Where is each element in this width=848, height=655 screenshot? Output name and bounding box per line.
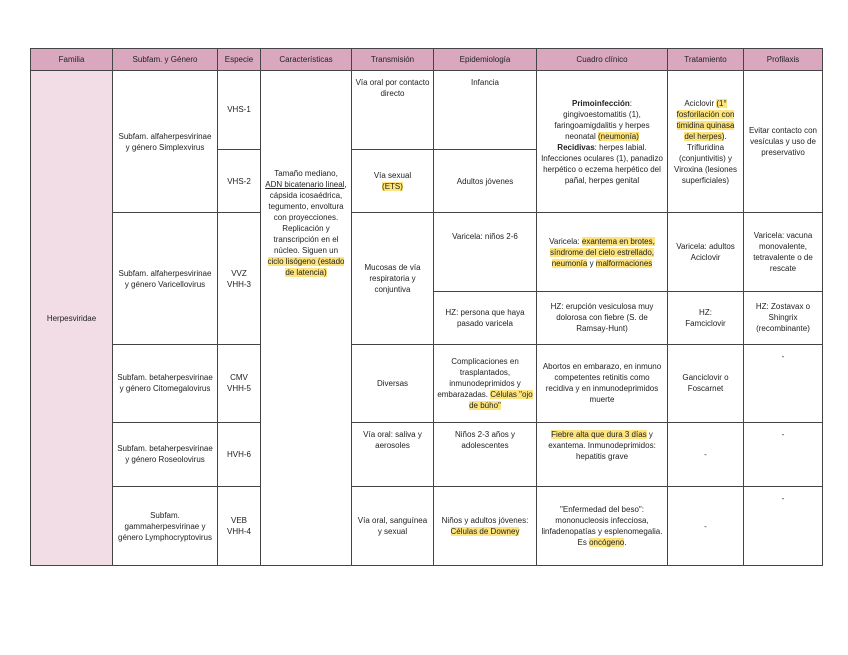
vvz-trat-hz-label: HZ: — [699, 307, 712, 317]
cmv-profilaxis: - — [744, 344, 823, 422]
veb-cuadro — [537, 487, 668, 566]
vhs-cuadro-neumonia: (neumonía) — [598, 131, 639, 141]
hvh6-cuadro-fiebre: Fiebre alta que dura 3 días — [551, 429, 647, 439]
vvz-epi-varicela: Varicela: niños 2-6 — [434, 213, 537, 292]
cmv-epi-ojo-buho: Células "ojo de búho" — [469, 389, 533, 410]
caracteristicas-c: , cápsida icosaédrica, tegumento, envoltura con proyecciones. Replicación y transcripción en el núcleo. Siguen un — [268, 180, 347, 255]
header-transmision: Transmisión — [352, 49, 434, 71]
veb-epidemiologia — [434, 487, 537, 566]
caracteristicas-adn: ADN bicatenario lineal — [265, 180, 345, 189]
caracteristicas-a: Tamaño mediano, — [274, 169, 338, 178]
header-especie: Especie — [218, 49, 261, 71]
vvz-especie-1: VVZ — [231, 268, 247, 278]
vhs2-trans-via: Vía sexual — [373, 171, 412, 181]
veb-transmision: Vía oral, sanguínea y sexual — [352, 487, 434, 566]
vhs-cuadro — [537, 71, 668, 213]
header-row — [31, 49, 823, 71]
header-epidemiologia: Epidemiología — [434, 49, 537, 71]
vvz-prof-hz: HZ: Zostavax o Shingrix (recombinante) — [744, 292, 823, 345]
vhs2-transmision — [352, 149, 434, 213]
vhs-tratamiento — [668, 71, 744, 213]
cmv-subfam: Subfam. betaherpesvirinae y género Citomegalovirus — [113, 344, 218, 422]
vhs2-epidemiologia: Adultos jóvenes — [434, 149, 537, 213]
hvh6-cuadro — [537, 422, 668, 487]
cmv-especie — [218, 344, 261, 422]
cmv-cuadro: Abortos en embarazo, en inmuno competentes retinitis como recidiva y en inmunodeprimidos muerte — [537, 344, 668, 422]
vvz-cuadro-y: y — [589, 258, 594, 268]
cmv-especie-1: CMV — [230, 373, 248, 383]
vvz-trat-hz — [668, 292, 744, 345]
vhs-trat-fosforilacion: (1° fosforilación con timidina quinasa del herpes) — [676, 98, 735, 141]
hvh6-cuadro-rest: y exantema. Inmunodeprimidos: hepatitis grave — [548, 429, 656, 461]
vvz-trat-hz-drug: Famciclovir — [685, 318, 726, 328]
veb-subfam: Subfam. gammaherpesvirinae y género Lymphocryptovirus — [113, 487, 218, 566]
vhs-trat-aciclovir: Aciclovir — [684, 98, 715, 108]
table-row-cmv — [31, 344, 823, 422]
table-row-vvz-varicela — [31, 213, 823, 292]
hvh6-tratamiento: - — [668, 422, 744, 487]
vvz-cuadro-label: Varicela: — [549, 236, 580, 246]
herpesviridae-table — [30, 48, 823, 566]
veb-tratamiento: - — [668, 487, 744, 566]
veb-epi-text: Niños y adultos jóvenes: — [441, 516, 529, 526]
veb-profilaxis: - — [744, 487, 823, 566]
veb-especie-1: VEB — [230, 516, 247, 526]
vvz-especie-2: VHH-3 — [226, 279, 251, 289]
vhs1-epidemiologia: Infancia — [434, 71, 537, 150]
vvz-cuadro-malformaciones: malformaciones — [595, 258, 653, 268]
vhs-subfam: Subfam. alfaherpesvirinae y género Simplexvirus — [113, 71, 218, 213]
veb-especie — [218, 487, 261, 566]
cmv-tratamiento: Ganciclovir o Foscarnet — [668, 344, 744, 422]
veb-especie-2: VHH-4 — [226, 527, 251, 537]
table-row-hvh6 — [31, 422, 823, 487]
hvh6-epidemiologia: Niños 2-3 años y adolescentes — [434, 422, 537, 487]
vhs-cuadro-p2: : gingivoestomatitis (1), faringoamigdalitis y herpes neonatal — [554, 98, 650, 141]
vvz-trat-varicela: Varicela: adultos Aciclovir — [668, 213, 744, 292]
veb-cuadro-period: . — [624, 538, 627, 548]
table-row-vhs1 — [31, 71, 823, 150]
veb-epi-downey: Células de Downey — [450, 527, 520, 537]
vhs1-especie: VHS-1 — [218, 71, 261, 150]
header-cuadro: Cuadro clínico — [537, 49, 668, 71]
cmv-transmision: Diversas — [352, 344, 434, 422]
hvh6-transmision: Vía oral: saliva y aerosoles — [352, 422, 434, 487]
vhs2-trans-ets: (ETS) — [382, 182, 403, 192]
vvz-transmision: Mucosas de vía respiratoria y conjuntiva — [352, 213, 434, 344]
caracteristicas-cell — [261, 71, 352, 566]
hvh6-profilaxis: - — [744, 422, 823, 487]
familia-cell: Herpesviridae — [31, 71, 113, 566]
vvz-cuadro-varicela — [537, 213, 668, 292]
vhs-cuadro-p5: : herpes labial. Infecciones oculares (1), panadizo herpético o eczema herpético del pañal, herpes genital — [541, 142, 663, 185]
vhs-profilaxis: Evitar contacto con vesículas y uso de preservativo — [744, 71, 823, 213]
cmv-epidemiologia — [434, 344, 537, 422]
header-caracteristicas: Características — [261, 49, 352, 71]
hvh6-subfam: Subfam. betaherpesvirinae y género Roseolovirus — [113, 422, 218, 487]
cmv-epi-text: Complicaciones en trasplantados, inmunodeprimidos y embarazadas. — [437, 356, 521, 399]
vvz-subfam: Subfam. alfaherpesvirinae y género Varicellovirus — [113, 213, 218, 344]
vhs-recidivas: Recidivas — [557, 142, 595, 152]
header-subfam: Subfam. y Género — [113, 49, 218, 71]
vhs-trat-rest: . Trifluridina (conjuntivitis) y Viroxina (lesiones superficiales) — [674, 131, 737, 185]
veb-cuadro-oncogeno: oncógeno — [589, 538, 625, 548]
header-profilaxis: Profilaxis — [744, 49, 823, 71]
table-row-veb — [31, 487, 823, 566]
hvh6-especie: HVH-6 — [218, 422, 261, 487]
header-tratamiento: Tratamiento — [668, 49, 744, 71]
vvz-cuadro-hz: HZ: erupción vesiculosa muy dolorosa con fiebre (S. de Ramsay-Hunt) — [537, 292, 668, 345]
caracteristicas-ciclo: ciclo lisógeno (estado de latencia) — [267, 257, 345, 277]
veb-cuadro-text: "Enfermedad del beso": mononucleosis infecciosa, linfadenopatías y esplenomegalia. Es — [541, 505, 663, 548]
vhs2-especie: VHS-2 — [218, 149, 261, 213]
header-familia: Familia — [31, 49, 113, 71]
vhs1-transmision: Vía oral por contacto directo — [352, 71, 434, 150]
cmv-especie-2: VHH-5 — [226, 384, 251, 394]
vvz-epi-hz: HZ: persona que haya pasado varicela — [434, 292, 537, 345]
vvz-prof-varicela: Varicela: vacuna monovalente, tetravalente o de rescate — [744, 213, 823, 292]
vvz-especie — [218, 213, 261, 344]
vhs-primoinfeccion: Primoinfección — [571, 98, 630, 108]
vvz-cuadro-exantema: exantema en brotes, síndrome del cielo estrellado, neumonía — [549, 236, 655, 268]
